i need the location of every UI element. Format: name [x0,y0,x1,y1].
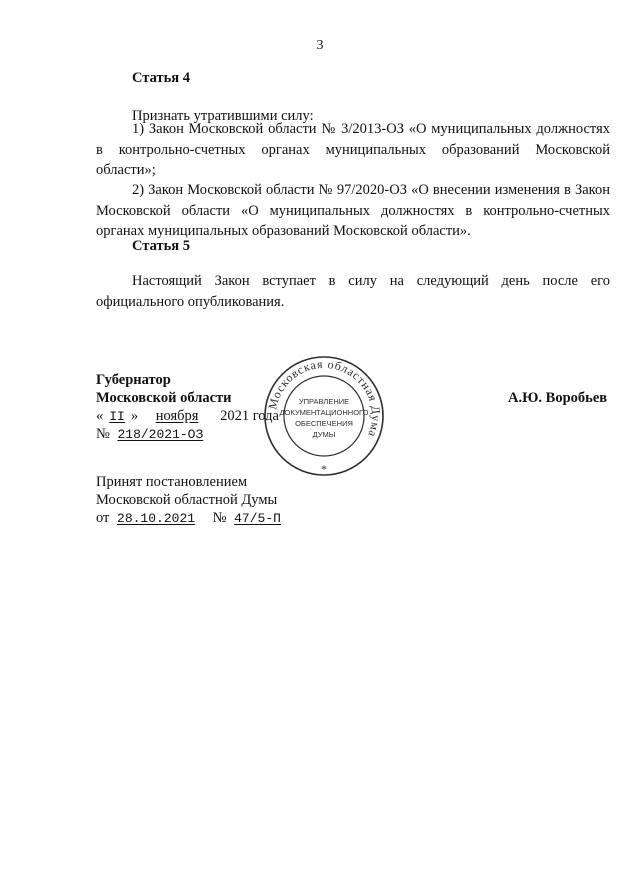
adoption-date-value: 28.10.2021 [117,511,196,526]
seal-ring-text: Московская областная Дума [265,356,384,440]
article-4-intro: Признать утратившими силу: [132,108,314,124]
adoption-from-label: от [96,510,110,526]
article-4-item-1: 1) Закон Московской области № 3/2013-ОЗ «О муниципальных должностях в контрольно-счетных органах муниципальных образований Московской области»; [96,121,610,178]
article-4-item-2: 2) Закон Московской области № 97/2020-ОЗ «О внесении изменения в Закон Московской области «О муниципальных должностях в контрольно-счетных органах муниципальных образований Московской области». [96,182,610,239]
adoption-number-label: № [212,510,227,526]
date-quote-open: « [96,408,104,424]
article-5-text: Настоящий Закон вступает в силу на следующий день после его официального опубликования. [96,273,610,310]
seal-center-line-1: УПРАВЛЕНИЕ [298,397,350,406]
date-day: II [109,409,125,424]
seal-center-line-4: ДУМЫ [312,430,336,439]
official-seal [262,354,386,478]
date-quote-close: » [130,408,139,424]
seal-star: * [321,462,327,476]
adoption-date-line [96,510,302,527]
adoption-number-value: 47/5-П [234,511,281,526]
adoption-line-1: Принят постановлением [96,474,248,490]
adoption-line-2: Московской областной Думы [96,492,278,508]
law-number [96,426,257,443]
article-5-heading: Статья 5 [132,238,190,254]
page-number: 3 [316,38,324,53]
seal-center-line-3: ОБЕСПЕЧЕНИЯ [295,419,353,428]
governor-name: А.Ю. Воробьев [508,390,608,406]
law-number-value: 218/2021-ОЗ [117,427,204,442]
date-year: 2021 года [220,408,279,424]
seal-center-line-2: ДОКУМЕНТАЦИОННОГО [279,408,369,417]
article-4-heading: Статья 4 [132,70,190,86]
signing-date [96,408,279,425]
law-number-label: № [96,426,110,442]
governor-title: Губернатор [96,372,171,388]
date-month: ноября [155,408,199,424]
governor-region: Московской области [96,390,232,406]
